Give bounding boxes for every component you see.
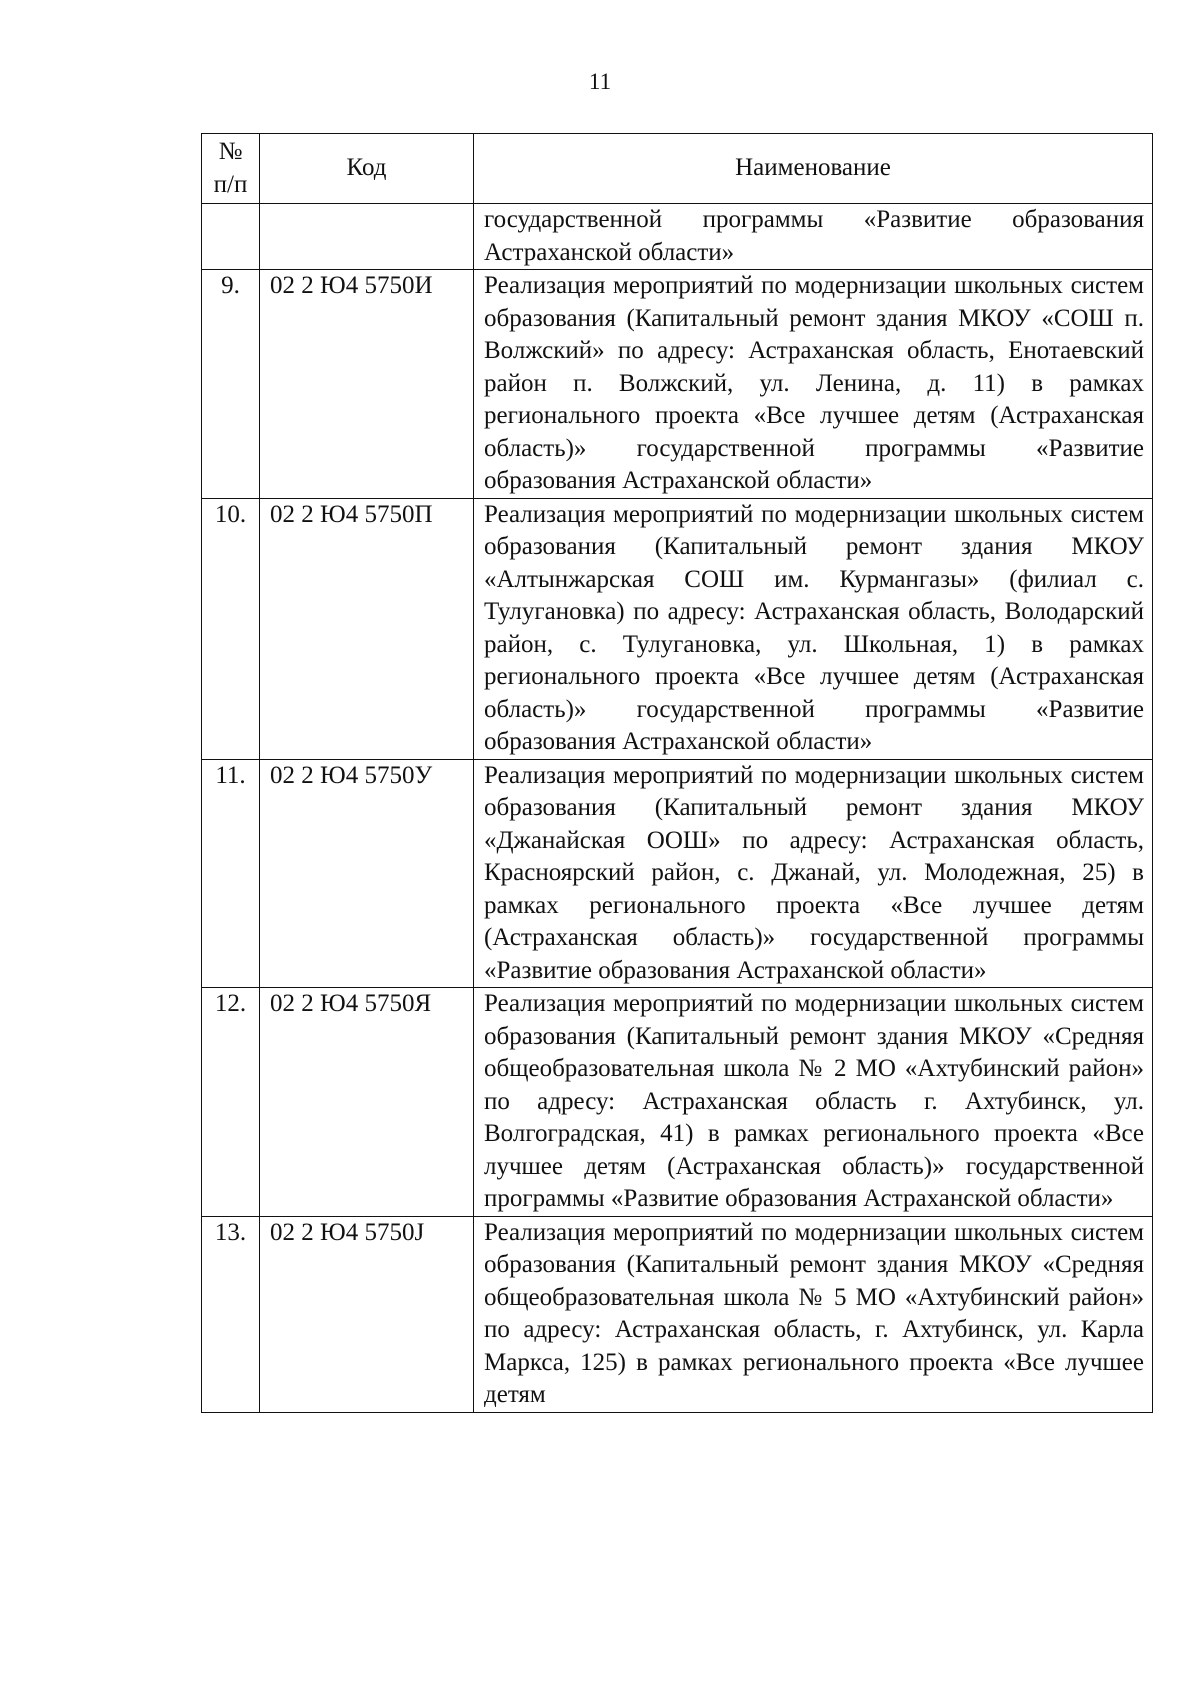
- table-row: [202, 498, 1153, 759]
- row-number: 10.: [202, 498, 260, 759]
- header-code: Код: [260, 134, 474, 204]
- row-code: 02 2 Ю4 5750П: [260, 498, 474, 759]
- row-name: Реализация мероприятий по модернизации школьных систем образования (Капитальный ремонт здания МКОУ «СОШ п. Волжский» по адресу: Астраханская область, Енотаевский район п. Волжский, ул. Ленина, д. 11) в рамках регионального проекта «Все лучшее детям (Астраханская область)» государственной программы «Развитие образования Астраханской области»: [474, 270, 1153, 499]
- row-code: 02 2 Ю4 5750J: [260, 1216, 474, 1412]
- table-row: [202, 270, 1153, 499]
- row-code: 02 2 Ю4 5750Я: [260, 988, 474, 1217]
- row-code: 02 2 Ю4 5750У: [260, 759, 474, 988]
- row-name: Реализация мероприятий по модернизации школьных систем образования (Капитальный ремонт здания МКОУ «Средняя общеобразовательная школа № 2 МО «Ахтубинский район» по адресу: Астраханская область г. Ахтубинск, ул. Волгоградская, 41) в рамках регионального проекта «Все лучшее детям (Астраханская область)» государственной программы «Развитие образования Астраханской области»: [474, 988, 1153, 1217]
- row-number: 11.: [202, 759, 260, 988]
- page-number: 11: [588, 69, 612, 94]
- row-code: 02 2 Ю4 5750И: [260, 270, 474, 499]
- table-header-row: [202, 134, 1153, 204]
- header-number: № п/п: [202, 134, 260, 204]
- row-name: Реализация мероприятий по модернизации школьных систем образования (Капитальный ремонт здания МКОУ «Джанайская ООШ» по адресу: Астраханская область, Красноярский район, с. Джанай, ул. Молодежная, 25) в рамках регионального проекта «Все лучшее детям (Астраханская область)» государственной программы «Развитие образования Астраханской области»: [474, 759, 1153, 988]
- row-name: Реализация мероприятий по модернизации школьных систем образования (Капитальный ремонт здания МКОУ «Алтынжарская СОШ им. Курмангазы» (филиал с. Тулугановка) по адресу: Астраханская область, Володарский район, с. Тулугановка, ул. Школьная, 1) в рамках регионального проекта «Все лучшее детям (Астраханская область)» государственной программы «Развитие образования Астраханской области»: [474, 498, 1153, 759]
- row-number: 9.: [202, 270, 260, 499]
- row-number: 13.: [202, 1216, 260, 1412]
- table-row: [202, 988, 1153, 1217]
- row-number: [202, 204, 260, 270]
- row-number: 12.: [202, 988, 260, 1217]
- table-row: [202, 204, 1153, 270]
- budget-codes-table: [201, 133, 1153, 1413]
- header-name: Наименование: [474, 134, 1153, 204]
- table-row: [202, 759, 1153, 988]
- row-code: [260, 204, 474, 270]
- table-row: [202, 1216, 1153, 1412]
- row-name: Реализация мероприятий по модернизации школьных систем образования (Капитальный ремонт здания МКОУ «Средняя общеобразовательная школа № 5 МО «Ахтубинский район» по адресу: Астраханская область, г. Ахтубинск, ул. Карла Маркса, 125) в рамках регионального проекта «Все лучшее детям: [474, 1216, 1153, 1412]
- row-name: государственной программы «Развитие образования Астраханской области»: [474, 204, 1153, 270]
